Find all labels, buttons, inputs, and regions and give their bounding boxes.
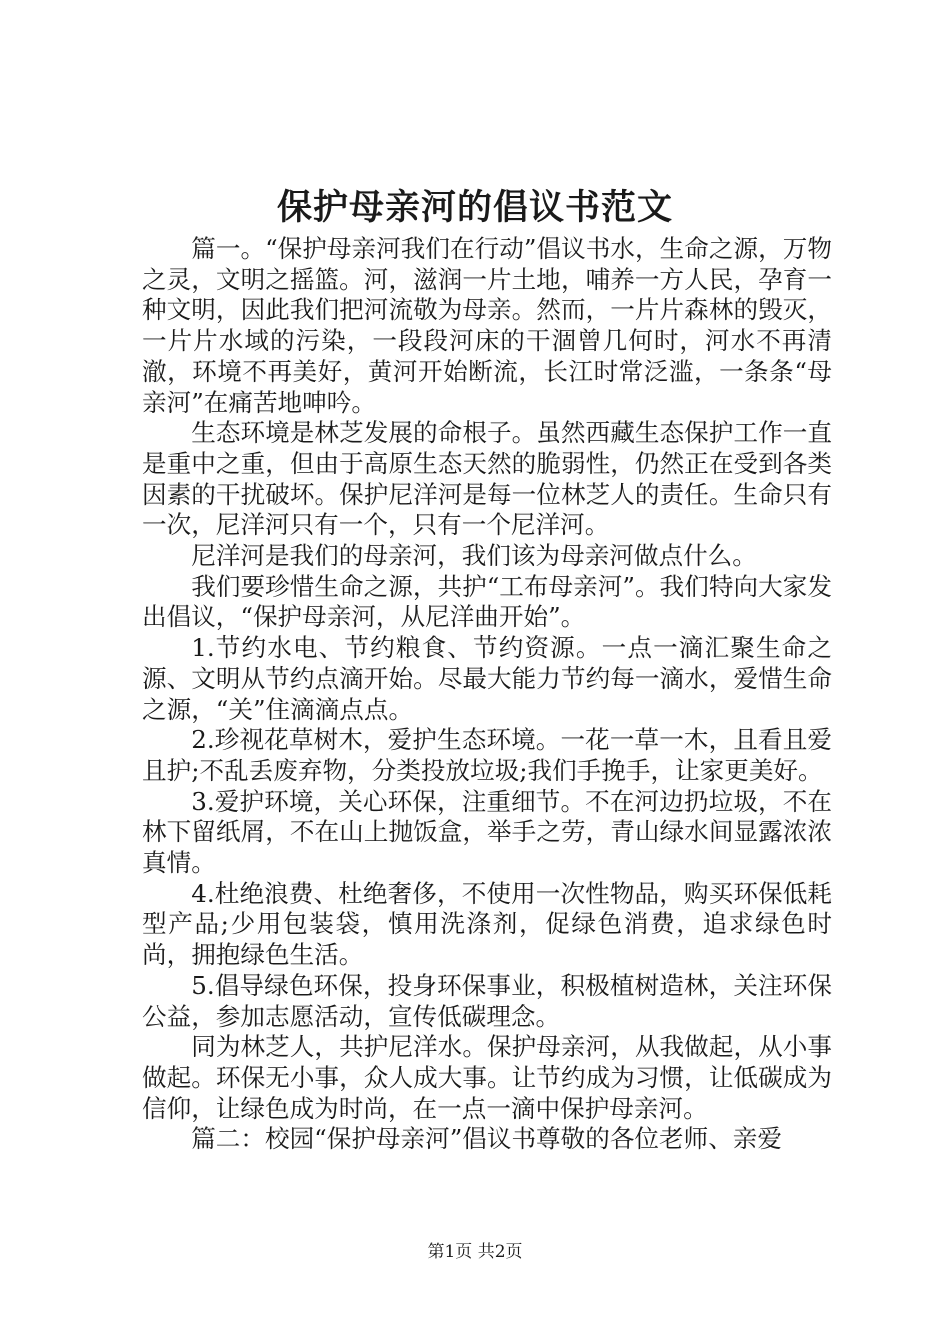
paragraph: 同为林芝人，共护尼洋水。保护母亲河，从我做起，从小事做起。环保无小事，众人成大事。让节约成为习惯，让低碳成为信仰，让绿色成为时尚，在一点一滴中保护母亲河。 bbox=[142, 1032, 832, 1123]
paragraph: 生态环境是林芝发展的命根子。虽然西藏生态保护工作一直是重中之重，但由于高原生态天然的脆弱性，仍然正在受到各类因素的干扰破坏。保护尼洋河是每一位林芝人的责任。生命只有一次，尼洋河只有一个，只有一个尼洋河。 bbox=[142, 418, 832, 540]
paragraph: 尼洋河是我们的母亲河，我们该为母亲河做点什么。 bbox=[191, 541, 757, 571]
document-body bbox=[142, 234, 832, 1155]
page-footer: 第1页 共2页 bbox=[427, 1242, 523, 1262]
list-item: 1.节约水电、节约粮食、节约资源。一点一滴汇聚生命之源、文明从节约点滴开始。尽最大能力节约每一滴水，爱惜生命之源，“关”住滴滴点点。 bbox=[142, 633, 832, 724]
paragraph: 篇二：校园“保护母亲河”倡议书尊敬的各位老师、亲爱 bbox=[191, 1124, 782, 1154]
list-item: 2.珍视花草树木，爱护生态环境。一花一草一木，且看且爱且护;不乱丢废弃物，分类投放垃圾;我们手挽手，让家更美好。 bbox=[142, 725, 832, 785]
list-item: 3.爱护环境，关心环保，注重细节。不在河边扔垃圾，不在林下留纸屑，不在山上抛饭盒，举手之劳，青山绿水间显露浓浓真情。 bbox=[142, 786, 832, 878]
document-title: 保护母亲河的倡议书范文 bbox=[276, 187, 673, 228]
paragraph: 篇一。“保护母亲河我们在行动”倡议书水，生命之源，万物之灵，文明之摇篮。河，滋润一片土地，哺养一方人民，孕育一种文明，因此我们把河流敬为母亲。然而，一片片森林的毁灭，一片片水域的污染，一段段河床的干涸曾几何时，河水不再清澈，环境不再美好，黄河开始断流，长江时常泛滥，一条条“母亲河”在痛苦地呻吟。 bbox=[142, 234, 832, 417]
list-item: 4.杜绝浪费、杜绝奢侈，不使用一次性物品，购买环保低耗型产品;少用包装袋，慎用洗涤剂，促绿色消费，追求绿色时尚，拥抱绿色生活。 bbox=[142, 878, 832, 970]
list-item: 5.倡导绿色环保，投身环保事业，积极植树造林，关注环保公益，参加志愿活动，宣传低碳理念。 bbox=[142, 970, 832, 1031]
paragraph: 我们要珍惜生命之源，共护“工布母亲河”。我们特向大家发出倡议，“保护母亲河，从尼洋曲开始”。 bbox=[142, 571, 832, 632]
